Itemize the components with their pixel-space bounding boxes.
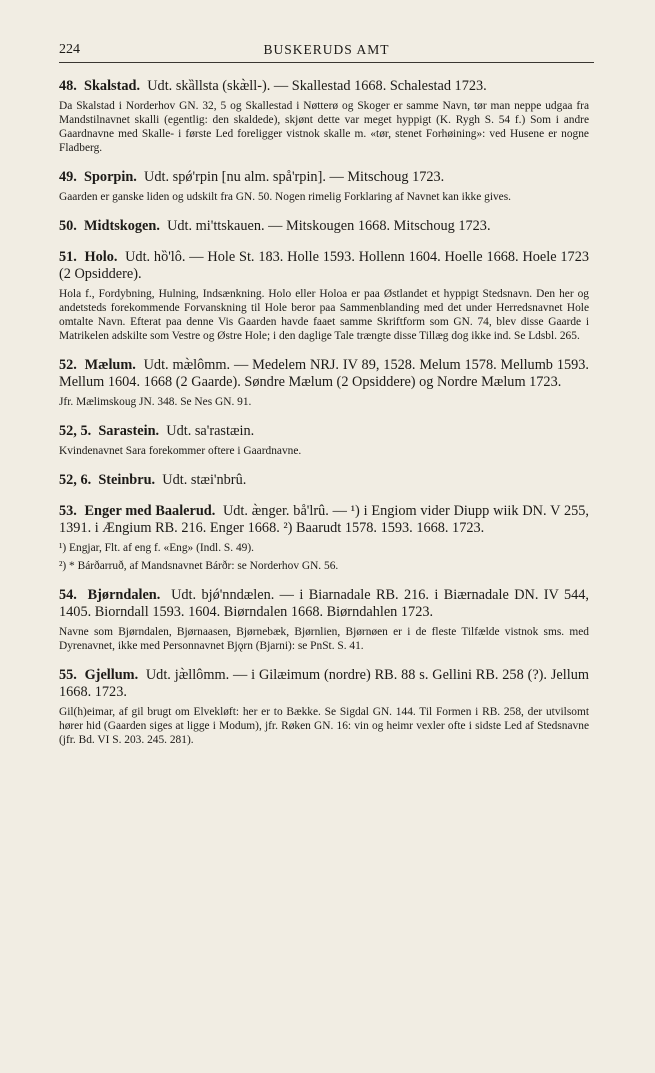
- pronunciation-and-sources: Udt. stæi'nbrû.: [162, 472, 247, 488]
- entry-note: ²) * Bárðarruð, af Mandsnavnet Bárðr: se Norderhov GN. 56.: [59, 560, 339, 572]
- entry-heading: [59, 667, 589, 701]
- pronunciation-and-sources: Udt. skȁllsta (skæ̀ll-). — Skallestad 1668. Schalestad 1723.: [147, 78, 487, 94]
- entry-number: 50.: [59, 218, 77, 234]
- entry-note: Da Skalstad i Norderhov GN. 32, 5 og Skallestad i Nøtterø og Skoger er samme Navn, tør man neppe udgaa fra Mandstilnavnet skalli (egentlig: den skaldede), skjønt dette var meget hyppigt (K. Rygh S. 54 f.) Som i andre Gaardnavne med Skalle- i første Led foreligger vistnok skalle m. «tør, stenet Forhøining»: ved Husene er nogne Fladberg.: [59, 100, 589, 154]
- pronunciation-and-sources: Udt. æ̀nger. bå'lrû. — ¹) i Engiom vider Diupp wiik DN. V 255, 1391. i Ængium RB. 216. Enger 1668. ²) Baarudt 1578. 1593. 1668. 1723.: [59, 503, 589, 536]
- farm-name: Mælum.: [84, 357, 136, 373]
- farm-name: Gjellum.: [84, 667, 139, 683]
- entry-note: ¹) Engjar, Flt. af eng f. «Eng» (Indl. S. 49).: [59, 542, 254, 554]
- entry-heading: [59, 472, 589, 489]
- pronunciation-and-sources: Udt. spǿ'rpin [nu alm. spå'rpin]. — Mitschoug 1723.: [144, 169, 445, 185]
- entry-note: Navne som Bjørndalen, Bjørnaasen, Bjørnebæk, Bjørnlien, Bjørnøen er i de fleste Tilfælde vistnok sms. med Dyrenavnet, ikke med Personnavnet Bjǫrn (Bjarni): se PnSt. S. 41.: [59, 626, 589, 652]
- entry-note: Jfr. Mælimskoug JN. 348. Se Nes GN. 91.: [59, 396, 252, 408]
- entry-heading: [59, 249, 589, 283]
- entry-number: 52, 5.: [59, 423, 92, 439]
- pronunciation-and-sources: Udt. jæ̀llômm. — i Gilæimum (nordre) RB. 88 s. Gellini RB. 258 (?). Jellum 1668. 1723.: [59, 667, 589, 700]
- entry-note: Kvindenavnet Sara forekommer oftere i Gaardnavne.: [59, 445, 302, 457]
- farm-entry: [59, 249, 589, 343]
- entry-heading: [59, 503, 589, 537]
- entry-heading: [59, 587, 589, 621]
- entry-number: 53.: [59, 503, 77, 519]
- entry-note: Gil(h)eimar, af gil brugt om Elvekløft: her er to Bække. Se Sigdal GN. 144. Til Formen i RB. 258, der utvilsomt hører hid (Gaarden siges at ligge i Modum), jfr. Røken GN. 16: vin og heimr vexler ofte i sidste Led af Stedsnavne (jfr. Bd. VI S. 203. 245. 281).: [59, 706, 589, 746]
- running-title: BUSKERUDS AMT: [263, 42, 390, 57]
- entry-list: [59, 78, 589, 761]
- farm-entry: [59, 587, 589, 653]
- farm-entry: [59, 423, 589, 458]
- pronunciation-and-sources: Udt. sa'rastæin.: [166, 423, 255, 439]
- entry-heading: [59, 423, 589, 440]
- farm-name: Skalstad.: [84, 78, 141, 94]
- farm-name: Enger med Baalerud.: [84, 503, 216, 519]
- page-number: 224: [59, 42, 80, 57]
- farm-name: Steinbru.: [98, 472, 156, 488]
- entry-number: 51.: [59, 249, 77, 265]
- farm-entry: [59, 503, 589, 573]
- entry-heading: [59, 169, 589, 186]
- entry-number: 49.: [59, 169, 77, 185]
- entry-number: 54.: [59, 587, 77, 603]
- pronunciation-and-sources: Udt. bjǿ'nndælen. — i Biarnadale RB. 216. i Biærnadale DN. IV 544, 1405. Biorndall 1593. 1604. Biørndalen 1668. Biørndahlen 1723.: [59, 587, 590, 620]
- entry-heading: [59, 218, 589, 235]
- pronunciation-and-sources: Udt. mæ̀lômm. — Medelem NRJ. IV 89, 1528. Melum 1578. Mellumb 1593. Mellum 1604. 1668 (2 Gaarde). Søndre Mælum (2 Opsiddere) og Nordre Mælum 1723.: [59, 357, 589, 390]
- pronunciation-and-sources: Udt. hȍ'lô. — Hole St. 183. Holle 1593. Hollenn 1604. Hoelle 1668. Hoele 1723 (2 Opsiddere).: [59, 249, 589, 282]
- page-header: [59, 40, 594, 63]
- entry-number: 52, 6.: [59, 472, 92, 488]
- farm-entry: [59, 667, 589, 747]
- farm-entry: [59, 472, 589, 489]
- farm-name: Sarastein.: [98, 423, 160, 439]
- entry-number: 48.: [59, 78, 77, 94]
- entry-number: 52.: [59, 357, 77, 373]
- farm-entry: [59, 218, 589, 235]
- entry-note: Hola f., Fordybning, Hulning, Indsænkning. Holo eller Holoa er paa Østlandet et hyppigt Stedsnavn. Den her og andetsteds forekommende Forvanskning til Hole beror paa Sammenblanding med det under Herredsnavnet Hole omtalte Navn. Efterat paa denne Vis Gaarden havde faaet samme Skriftform som GN. 74, blev disse Gaarde i Matrikelen adskilte som Vestre og Østre Hole; i den daglige Tale trængte disse Tillæg dog ikke ind. Se Ldsbl. 265.: [59, 288, 589, 342]
- farm-name: Sporpin.: [84, 169, 137, 185]
- farm-entry: [59, 169, 589, 204]
- farm-name: Bjørndalen.: [87, 587, 161, 603]
- farm-name: Midtskogen.: [84, 218, 160, 234]
- entry-note: Gaarden er ganske liden og udskilt fra GN. 50. Nogen rimelig Forklaring af Navnet kan ikke gives.: [59, 191, 512, 203]
- farm-entry: [59, 78, 589, 155]
- farm-name: Holo.: [84, 249, 118, 265]
- entry-heading: [59, 357, 589, 391]
- farm-entry: [59, 357, 589, 409]
- entry-heading: [59, 78, 589, 95]
- pronunciation-and-sources: Udt. mi'ttskauen. — Mitskougen 1668. Mitschoug 1723.: [167, 218, 491, 234]
- entry-number: 55.: [59, 667, 77, 683]
